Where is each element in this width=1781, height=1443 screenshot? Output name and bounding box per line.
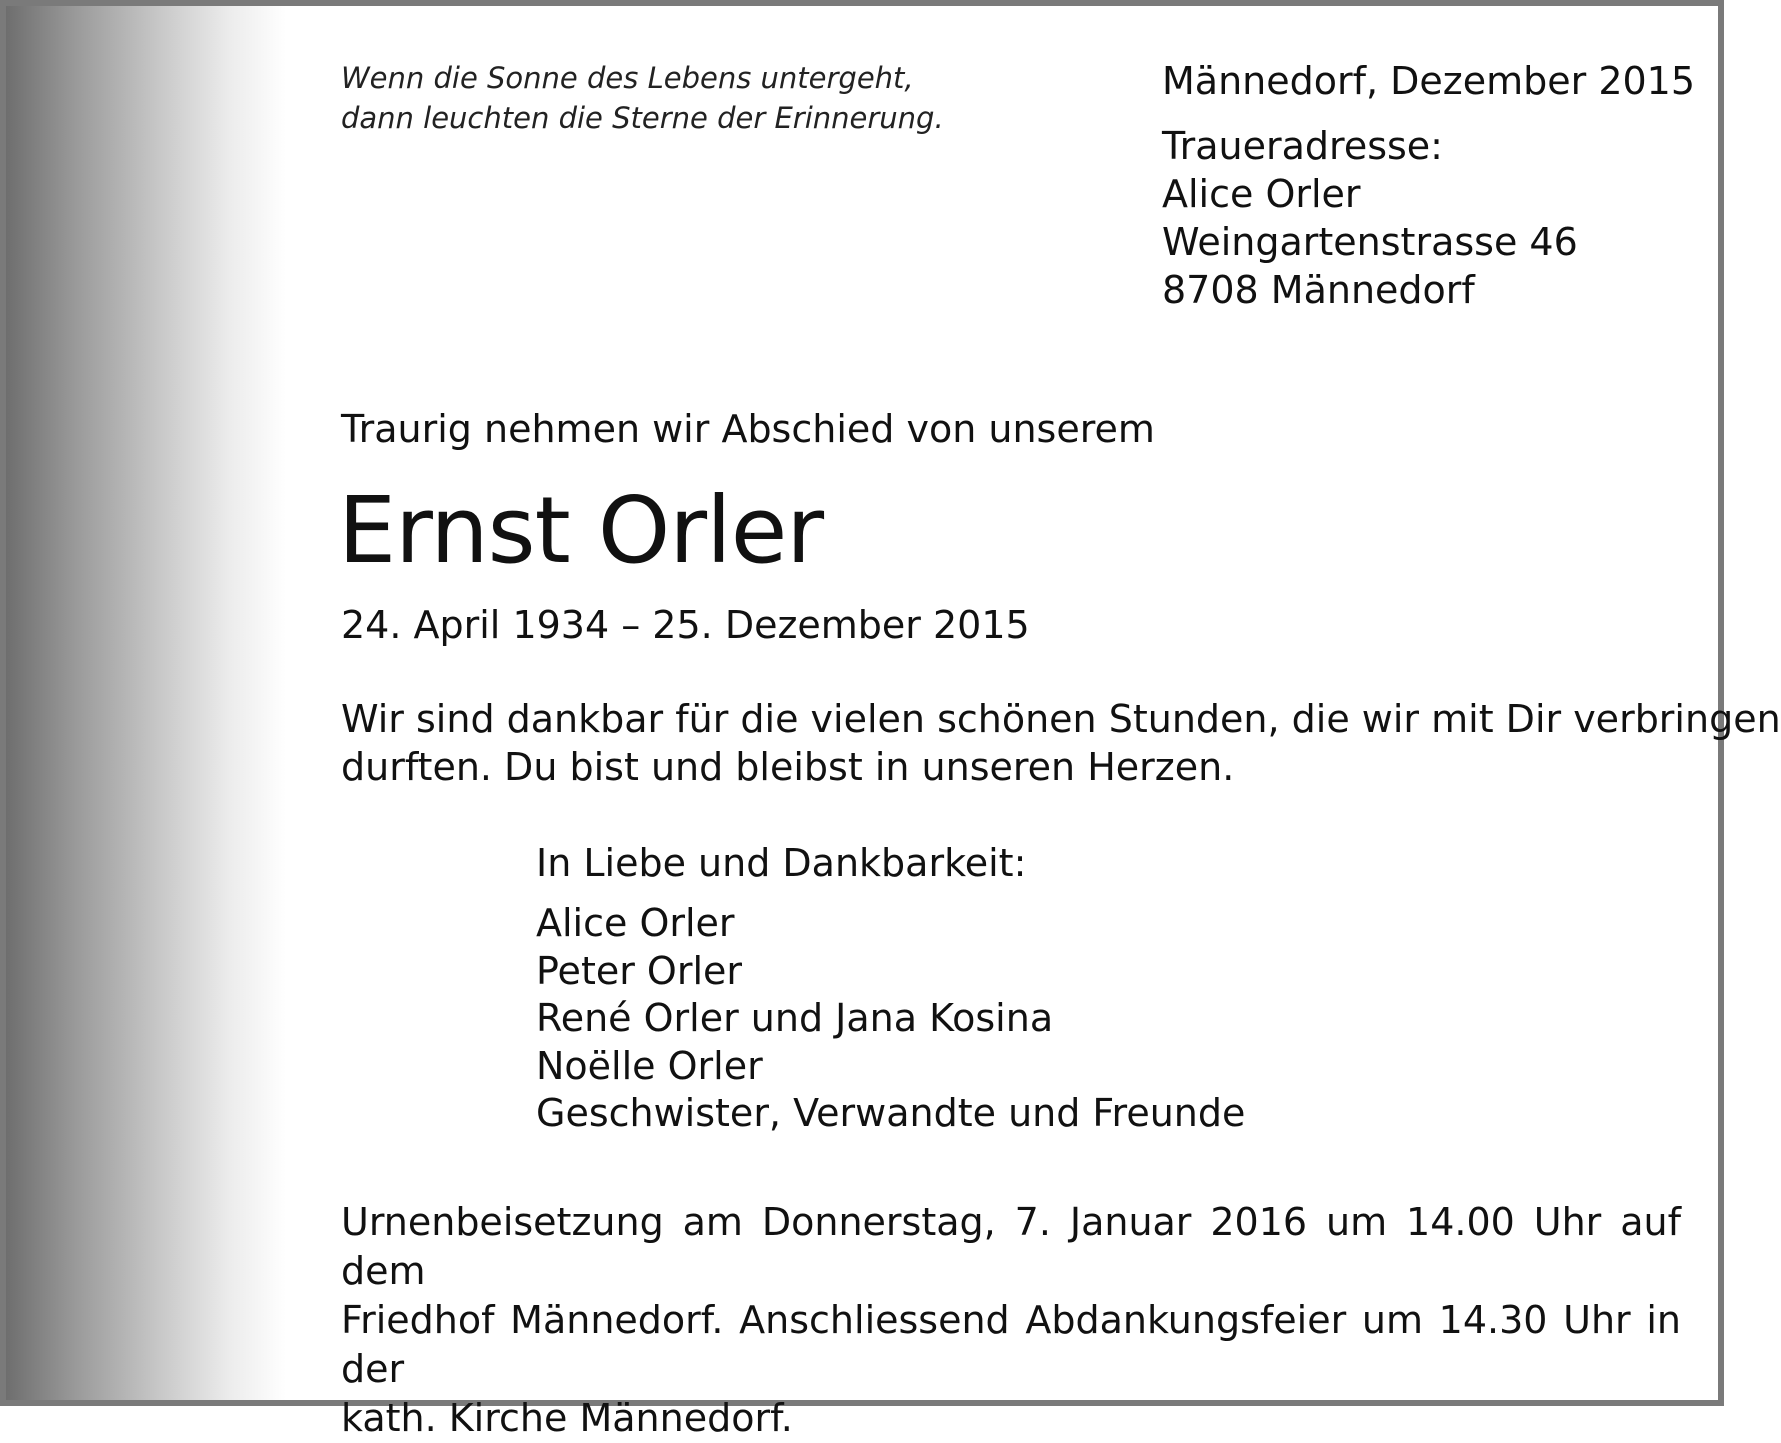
family-member: René Orler und Jana Kosina <box>536 996 1054 1040</box>
address-city: 8708 Männedorf <box>1162 268 1475 312</box>
funeral-details <box>341 1198 1681 1443</box>
gratitude-paragraph <box>341 695 1781 791</box>
address-label: Traueradresse: <box>1162 124 1443 168</box>
family-member: Alice Orler <box>536 901 735 945</box>
motto-line: Wenn die Sonne des Lebens untergeht, <box>341 61 914 95</box>
mourning-address <box>1162 122 1578 314</box>
family-member: Noëlle Orler <box>536 1043 763 1088</box>
gratitude-line: durften. Du bist und bleibst in unseren Herzen. <box>341 745 1235 789</box>
motto-line: dann leuchten die Sterne der Erinnerung. <box>341 101 944 135</box>
family-member: Peter Orler <box>536 948 743 993</box>
family-member: Geschwister, Verwandte und Freunde <box>536 1091 1246 1135</box>
gratitude-line: Wir sind dankbar für die vielen schönen Stunden, die wir mit Dir verbringen <box>341 697 1781 741</box>
motto-quote <box>341 58 981 138</box>
address-street: Weingartenstrasse 46 <box>1162 220 1578 264</box>
deceased-name: Ernst Orler <box>338 477 824 584</box>
intro-text: Traurig nehmen wir Abschied von unserem <box>341 407 1155 451</box>
deceased-lifespan: 24. April 1934 – 25. Dezember 2015 <box>341 603 1030 647</box>
address-name: Alice Orler <box>1162 172 1361 216</box>
funeral-line: kath. Kirche Männedorf. <box>341 1396 793 1440</box>
funeral-line: Urnenbeisetzung am Donnerstag, 7. Januar 2016 um 14.00 Uhr auf dem <box>341 1200 1681 1293</box>
left-gradient-margin <box>6 6 286 1400</box>
funeral-line: Friedhof Männedorf. Anschliessend Abdankungsfeier um 14.30 Uhr in der <box>341 1298 1681 1391</box>
place-date-line: Männedorf, Dezember 2015 <box>1162 59 1696 103</box>
family-list <box>536 900 1245 1138</box>
signoff-heading: In Liebe und Dankbarkeit: <box>536 841 1027 885</box>
